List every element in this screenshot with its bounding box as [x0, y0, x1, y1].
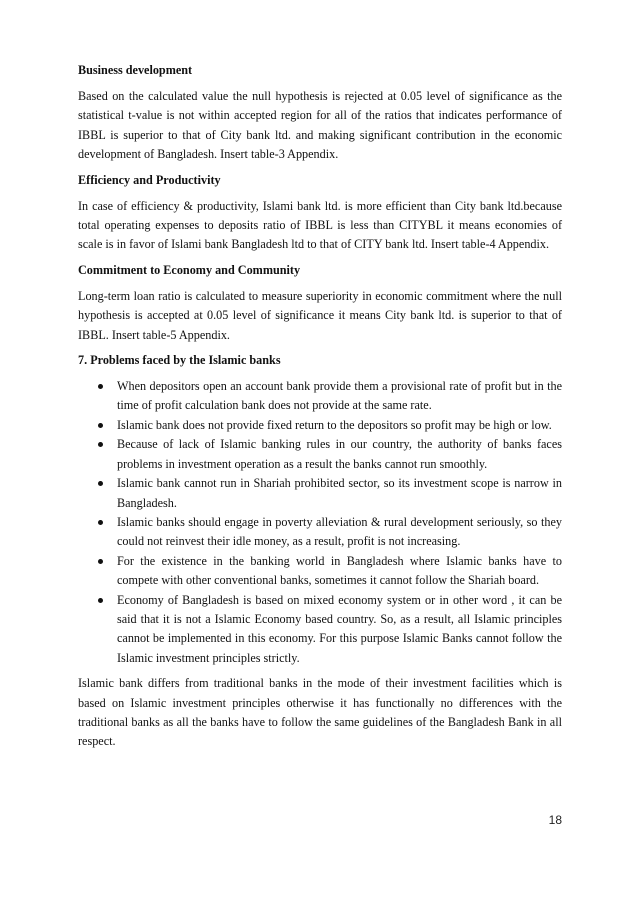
- section-paragraph-commitment-economy: Long-term loan ratio is calculated to measure superiority in economic commitment where the null hypothesis is accepted at 0.05 level of significance it means City bank ltd. is superior to that of IBBL. Insert table-5 Appendix.: [78, 288, 562, 342]
- section-paragraph-efficiency-productivity: In case of efficiency & productivity, Islami bank ltd. is more efficient than City bank ltd.because total operating expenses to deposits ratio of IBBL is less than CITYBL it means economies of scale is in favor of Islami bank Bangladesh ltd to that of CITY bank ltd. Insert table-4 Appendix.: [78, 198, 562, 252]
- list-item-text: For the existence in the banking world in Bangladesh where Islamic banks have to compete with other conventional banks, sometimes it cannot follow the Shariah board.: [117, 553, 562, 588]
- section-heading-efficiency-productivity: Efficiency and Productivity: [78, 172, 221, 187]
- list-item-text: Because of lack of Islamic banking rules in our country, the authority of banks faces problems in investment operation as a result the banks cannot run smoothly.: [117, 437, 562, 471]
- list-item-text: Islamic bank cannot run in Shariah prohibited sector, so its investment scope is narrow in Bangladesh.: [117, 476, 562, 510]
- problems-heading: 7. Problems faced by the Islamic banks: [78, 353, 281, 368]
- list-item-text: Economy of Bangladesh is based on mixed economy system or in other word , it can be said that it is not a Islamic Economy based country. So, as a result, all Islamic principles cannot be implemented in this economy. For this purpose Islamic Banks cannot follow the Islamic investment principles strictly.: [117, 592, 562, 665]
- list-item: [78, 416, 562, 435]
- closing-paragraph: Islamic bank differs from traditional banks in the mode of their investment facilities which is based on Islamic investment principles otherwise it has functionally no differences with the traditional banks as all the banks have to follow the same guidelines of the Bangladesh Bank in all respect.: [78, 676, 562, 749]
- problems-list: [78, 377, 562, 668]
- bullet-icon: [98, 384, 103, 389]
- bullet-icon: [98, 481, 103, 486]
- list-item: [78, 513, 562, 552]
- bullet-icon: [98, 520, 103, 525]
- bullet-icon: [98, 559, 103, 564]
- list-item-text: Islamic banks should engage in poverty alleviation & rural development seriously, so they could not reinvest their idle money, as a result, profit is not increasing.: [117, 514, 562, 549]
- bullet-icon: [98, 423, 103, 428]
- list-item: [78, 474, 562, 513]
- list-item: [78, 435, 562, 474]
- list-item: [78, 377, 562, 416]
- section-paragraph-business-development: Based on the calculated value the null hypothesis is rejected at 0.05 level of significance as the statistical t-value is not within accepted region for all of the ratios that indicates performance of IBBL is superior to that of City bank ltd. and making significant contribution in the economic development of Bangladesh. Insert table-3 Appendix.: [78, 89, 562, 162]
- list-item-text: When depositors open an account bank provide them a provisional rate of profit but in the time of profit calculation bank does not provide at the same rate.: [117, 379, 562, 413]
- list-item: [78, 591, 562, 669]
- page-content: [78, 62, 562, 759]
- section-heading-business-development: Business development: [78, 63, 193, 77]
- page-number: 18: [548, 813, 562, 827]
- bullet-icon: [98, 598, 103, 603]
- bullet-icon: [98, 442, 103, 447]
- list-item: [78, 552, 562, 591]
- list-item-text: Islamic bank does not provide fixed return to the depositors so profit may be high or low.: [117, 417, 552, 432]
- section-heading-commitment-economy: Commitment to Economy and Community: [78, 262, 301, 277]
